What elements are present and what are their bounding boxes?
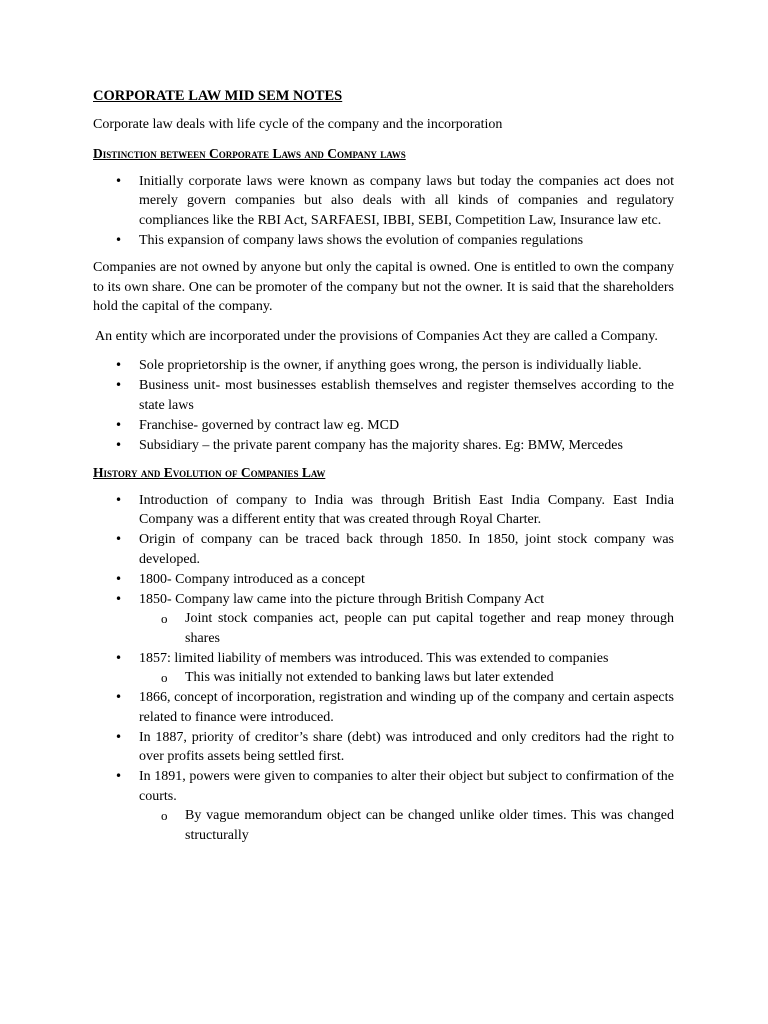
list-item (93, 649, 674, 688)
list-item: • Franchise- governed by contract law eg. MCD (93, 416, 674, 436)
list-item: • Business unit- most businesses establish themselves and register themselves according to the state laws (93, 376, 674, 415)
list-item: • This expansion of company laws shows the evolution of companies regulations (93, 231, 674, 251)
document-body (93, 87, 674, 853)
list-item: • Introduction of company to India was through British East India Company. East India Company was a different entity that was created through Royal Charter. (93, 491, 674, 530)
list-item-text: In 1891, powers were given to companies to alter their object but subject to confirmation of the courts. (139, 769, 674, 804)
sub-list (139, 806, 674, 845)
list-item-text: 1850- Company law came into the picture through British Company Act (139, 591, 545, 607)
list-item: • 1866, concept of incorporation, registration and winding up of the company and certain aspects related to finance were introduced. (93, 688, 674, 727)
entity-paragraph: An entity which are incorporated under the provisions of Companies Act they are called a Company. (95, 328, 658, 344)
sub-list (139, 609, 674, 648)
list-item: • Sole proprietorship is the owner, if anything goes wrong, the person is individually liable. (93, 356, 674, 376)
list-item: • Subsidiary – the private parent company has the majority shares. Eg: BMW, Mercedes (93, 436, 674, 456)
list-item: • Origin of company can be traced back through 1850. In 1850, joint stock company was developed. (93, 530, 674, 569)
list-item: • Initially corporate laws were known as company laws but today the companies act does not merely govern companies but also deals with all kinds of companies and regulatory compliances like the RBI Act, SARFAESI, IBBI, SEBI, Competition Law, Insurance law etc. (93, 172, 674, 231)
list-item: • 1800- Company introduced as a concept (93, 570, 674, 590)
document-title: CORPORATE LAW MID SEM NOTES (93, 88, 343, 104)
sub-list-item: o Joint stock companies act, people can put capital together and reap money through shares (139, 609, 674, 648)
sub-list-item: o By vague memorandum object can be changed unlike older times. This was changed structurally (139, 806, 674, 845)
entity-list (93, 356, 674, 455)
list-item-text: 1857: limited liability of members was introduced. This was extended to companies (139, 650, 609, 666)
section-heading-history: History and Evolution of Companies Law (93, 465, 326, 480)
sub-list (139, 668, 674, 688)
intro-paragraph: Corporate law deals with life cycle of the company and the incorporation (93, 116, 503, 132)
distinction-list (93, 172, 674, 251)
list-item: • In 1887, priority of creditor’s share (debt) was introduced and only creditors had the right to over profits assets being settled first. (93, 728, 674, 767)
history-list (93, 491, 674, 846)
list-item (93, 767, 674, 845)
sub-list-item: o This was initially not extended to banking laws but later extended (139, 668, 674, 688)
section-heading-distinction: Distinction between Corporate Laws and Company laws (93, 146, 406, 161)
list-item (93, 590, 674, 649)
ownership-paragraph: Companies are not owned by anyone but only the capital is owned. One is entitled to own the company to its own share. One can be promoter of the company but not the owner. It is said that the shareholders hold the capital of the company. (93, 260, 674, 314)
